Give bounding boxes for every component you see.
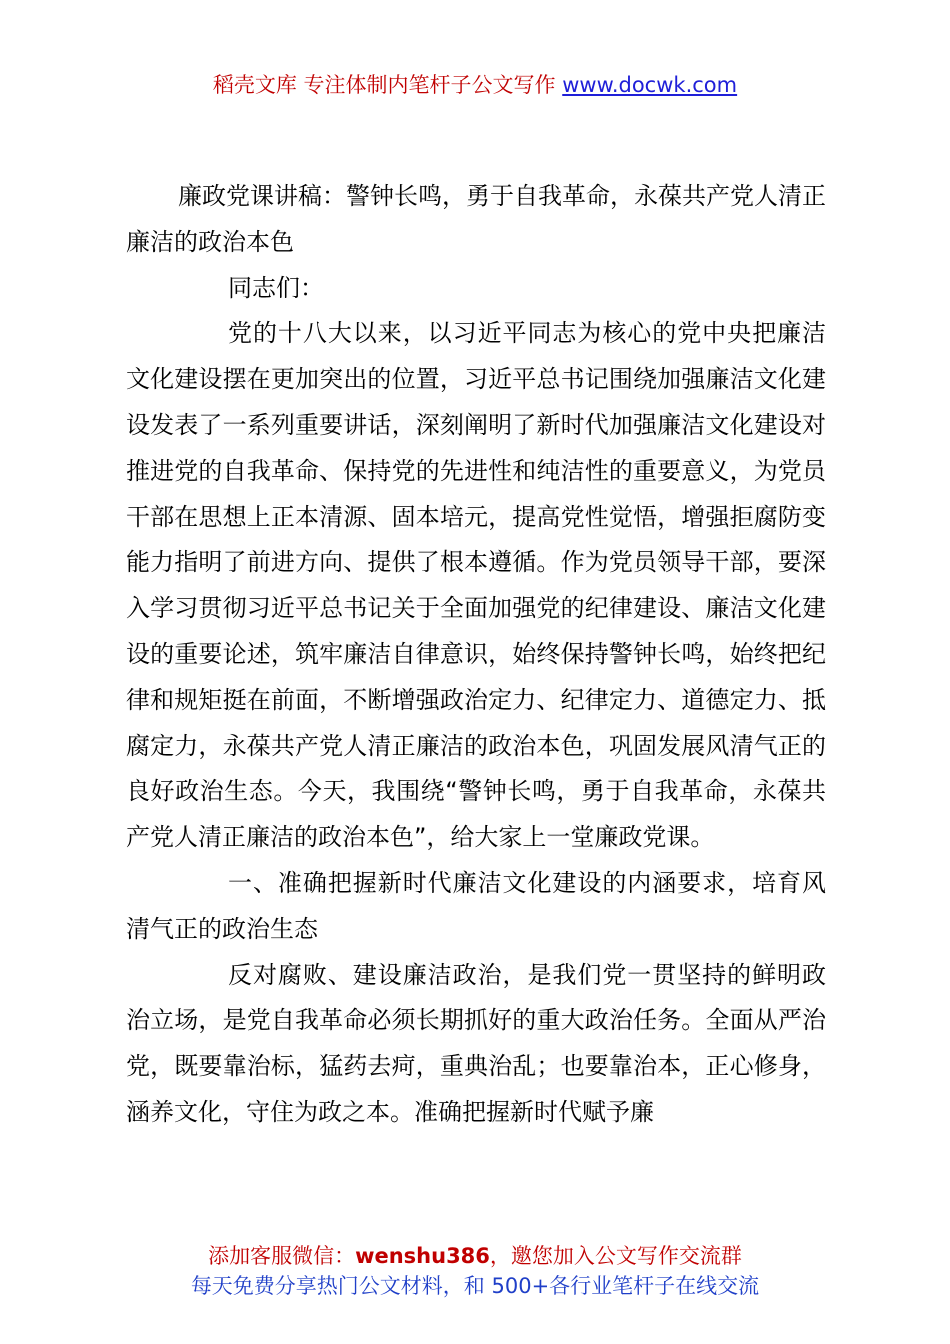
section-heading: 一、准确把握新时代廉洁文化建设的内涵要求，培育风清气正的政治生态: [126, 868, 826, 943]
footer-wechat-id: wenshu386: [355, 1244, 490, 1268]
footer-contact-suffix: ，邀您加入公文写作交流群: [489, 1244, 742, 1268]
site-header: [0, 70, 950, 100]
salutation: 同志们：: [228, 273, 324, 302]
header-website-link[interactable]: www.docwk.com: [562, 73, 738, 97]
site-footer: [0, 1241, 950, 1301]
footer-contact-prefix: 添加客服微信：: [208, 1244, 356, 1268]
document-body: [126, 174, 826, 1136]
paragraph: 党的十八大以来，以习近平同志为核心的党中央把廉洁文化建设摆在更加突出的位置，习近平总书记围绕加强廉洁文化建设发表了一系列重要讲话，深刻阐明了新时代加强廉洁文化建设对推进党的自我革命、保持党的先进性和纯洁性的重要意义，为党员干部在思想上正本清源、固本培元，提高党性觉悟，增强拒腐防变能力指明了前进方向、提供了根本遵循。作为党员领导干部，要深入学习贯彻习近平总书记关于全面加强党的纪律建设、廉洁文化建设的重要论述，筑牢廉洁自律意识，始终保持警钟长鸣，始终把纪律和规矩挺在前面，不断增强政治定力、纪律定力、道德定力、抵腐定力，永葆共产党人清正廉洁的政治本色，巩固发展风清气正的良好政治生态。今天，我围绕“警钟长鸣，勇于自我革命，永葆共产党人清正廉洁的政治本色”，给大家上一堂廉政党课。: [126, 319, 826, 852]
footer-contact-line: [0, 1241, 950, 1271]
footer-promo-line: 每天免费分享热门公文材料，和 500+各行业笔杆子在线交流: [190, 1274, 760, 1298]
paragraph: 反对腐败、建设廉洁政治，是我们党一贯坚持的鲜明政治立场，是党自我革命必须长期抓好的重大政治任务。全面从严治党，既要靠治标，猛药去疴，重典治乱；也要靠治本，正心修身，涵养文化，守住为政之本。准确把握新时代赋予廉: [126, 960, 826, 1126]
document-title: 廉政党课讲稿：警钟长鸣，勇于自我革命，永葆共产党人清正廉洁的政治本色: [126, 182, 826, 256]
header-tagline: 稻壳文库 专注体制内笔杆子公文写作: [212, 73, 563, 97]
